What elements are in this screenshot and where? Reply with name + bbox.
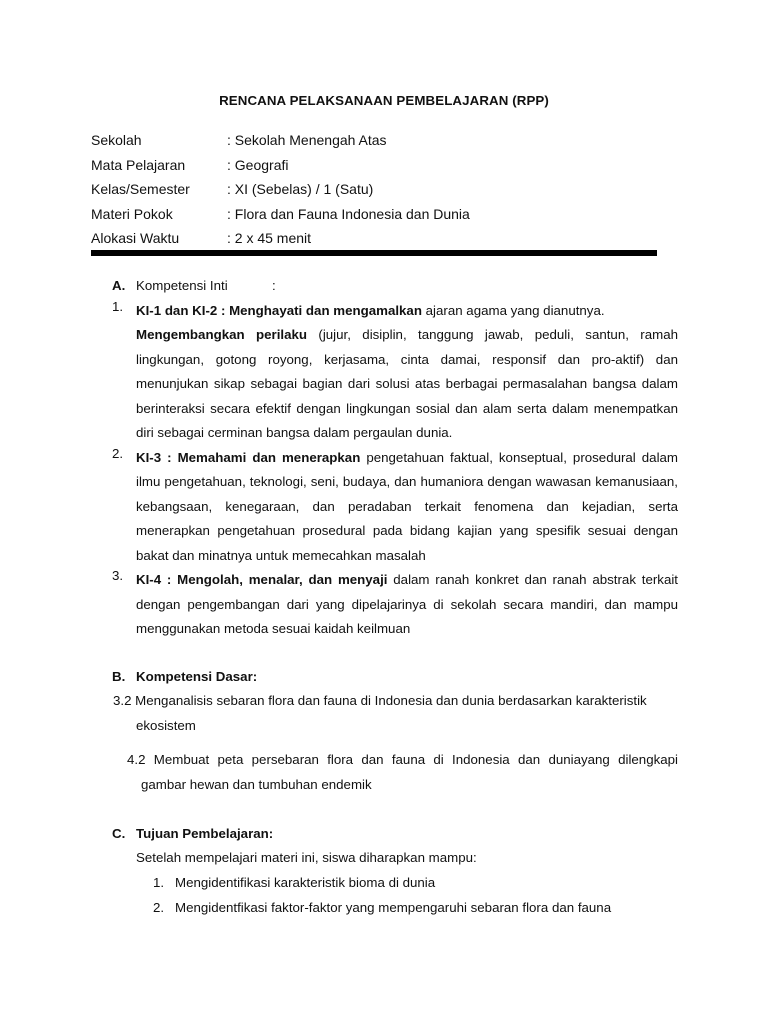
ki-normal: pengetahuan faktual, konseptual, prosedural dalam ilmu pengetahuan, teknologi, seni, budaya, dan humaniora dengan wawasan kemanusiaan, kebangsaan, kenegaraan, dan peradaban terkait fenomena dan kejadian, serta menerapkan pengetahuan prosedural pada bidang kajian yang spesifik sesuai dengan bakat dan minatnya untuk memecahkan masalah — [136, 449, 678, 563]
ki-bold: KI-4 : Mengolah, menalar, dan menyaji — [136, 572, 388, 587]
meta-label: Sekolah — [91, 132, 142, 148]
section-kompetensi-dasar — [112, 665, 678, 690]
ki-normal: ajaran agama yang dianutnya. — [421, 302, 605, 318]
section-heading-text: Tujuan Pembelajaran: — [136, 826, 274, 841]
meta-label: Alokasi Waktu — [91, 230, 180, 246]
kd-3-2 — [113, 689, 679, 738]
section-heading-c — [112, 822, 678, 847]
header-divider — [91, 250, 657, 256]
ki-text — [136, 299, 678, 446]
kd-4-2 — [127, 748, 678, 797]
meta-value: : Geografi — [227, 156, 289, 173]
list-number: 3. — [112, 568, 124, 583]
meta-label: Kelas/Semester — [91, 181, 190, 197]
tujuan-list — [153, 871, 611, 920]
ki-normal: dalam ranah konkret dan ranah abstrak terkait dengan pengembangan dari yang dipelajarinya di sekolah secara mandiri, dan mampu menggunakan metoda sesuai kaidah keilmuan — [136, 572, 678, 636]
kd-4-2-line-1: 4.2 Membuat peta persebaran flora dan fauna di Indonesia dan duniayang dilengkapi — [127, 752, 678, 767]
section-marker: A. — [112, 278, 126, 293]
ki-item-1 — [112, 299, 678, 446]
tujuan-intro: Setelah mempelajari materi ini, siswa diharapkan mampu: — [136, 850, 477, 865]
section-kompetensi-inti — [112, 274, 678, 642]
ki-bold: Mengembangkan perilaku — [136, 327, 307, 342]
kd-3-2-line-1: 3.2 Menganalisis sebaran flora dan fauna di Indonesia dan dunia berdasarkan karakteristik — [113, 693, 647, 708]
list-number: 1. — [112, 298, 124, 314]
section-heading-a — [112, 274, 678, 299]
meta-value: : Flora dan Fauna Indonesia dan Dunia — [227, 205, 470, 222]
list-number: 1. — [153, 875, 165, 890]
meta-value: : 2 x 45 menit — [227, 230, 312, 246]
section-tujuan-pembelajaran — [112, 822, 678, 847]
meta-value: : Sekolah Menengah Atas — [227, 132, 387, 148]
ki-bold: KI-1 dan KI-2 : Menghayati dan mengamalkan — [136, 302, 422, 318]
meta-row-alokasi-waktu — [91, 226, 470, 251]
list-item-text: Mengidentifikasi karakteristik bioma di dunia — [175, 875, 436, 890]
meta-row-mata-pelajaran — [91, 153, 470, 178]
ki-item-3 — [112, 568, 678, 642]
ki-bold: KI-3 : Memahami dan menerapkan — [136, 449, 361, 465]
list-item — [153, 871, 611, 896]
ki-normal: (jujur, disiplin, tanggung jawab, peduli, santun, ramah lingkungan, gotong royong, kerjasama, cinta damai, responsif dan pro-aktif) dan menunjukan sikap sebagai bagian dari solusi atas berbagai permasalahan bangsa dalam berinteraksi secara efektif dengan lingkungan sosial dan alam serta dalam menempatkan diri sebagai cerminan bangsa dalam pergaulan dunia. — [136, 327, 679, 440]
ki-text — [136, 568, 678, 642]
meta-row-kelas-semester — [91, 177, 470, 202]
section-heading-b — [112, 665, 678, 690]
list-item — [153, 896, 611, 921]
meta-value: : XI (Sebelas) / 1 (Satu) — [227, 181, 374, 197]
ki-item-2 — [112, 446, 678, 569]
section-heading-text: Kompetensi Inti — [136, 278, 228, 293]
document-title: RENCANA PELAKSANAAN PEMBELAJARAN (RPP) — [219, 93, 549, 108]
kd-4-2-line-2: gambar hewan dan tumbuhan endemik — [141, 776, 372, 792]
list-item-text: Mengidentfikasi faktor-faktor yang mempengaruhi sebaran flora dan fauna — [175, 899, 612, 915]
section-heading-colon: : — [272, 278, 276, 293]
list-number: 2. — [112, 445, 124, 461]
meta-row-materi-pokok — [91, 202, 470, 227]
meta-row-sekolah — [91, 128, 470, 153]
meta-label: Mata Pelajaran — [91, 156, 186, 173]
meta-label: Materi Pokok — [91, 205, 173, 222]
ki-text — [136, 446, 678, 569]
identity-table — [91, 128, 470, 251]
section-marker: B. — [112, 669, 126, 684]
list-number: 2. — [153, 899, 165, 915]
section-heading-text: Kompetensi Dasar: — [136, 669, 258, 684]
section-marker: C. — [112, 826, 126, 841]
kd-3-2-line-2: ekosistem — [136, 717, 196, 733]
